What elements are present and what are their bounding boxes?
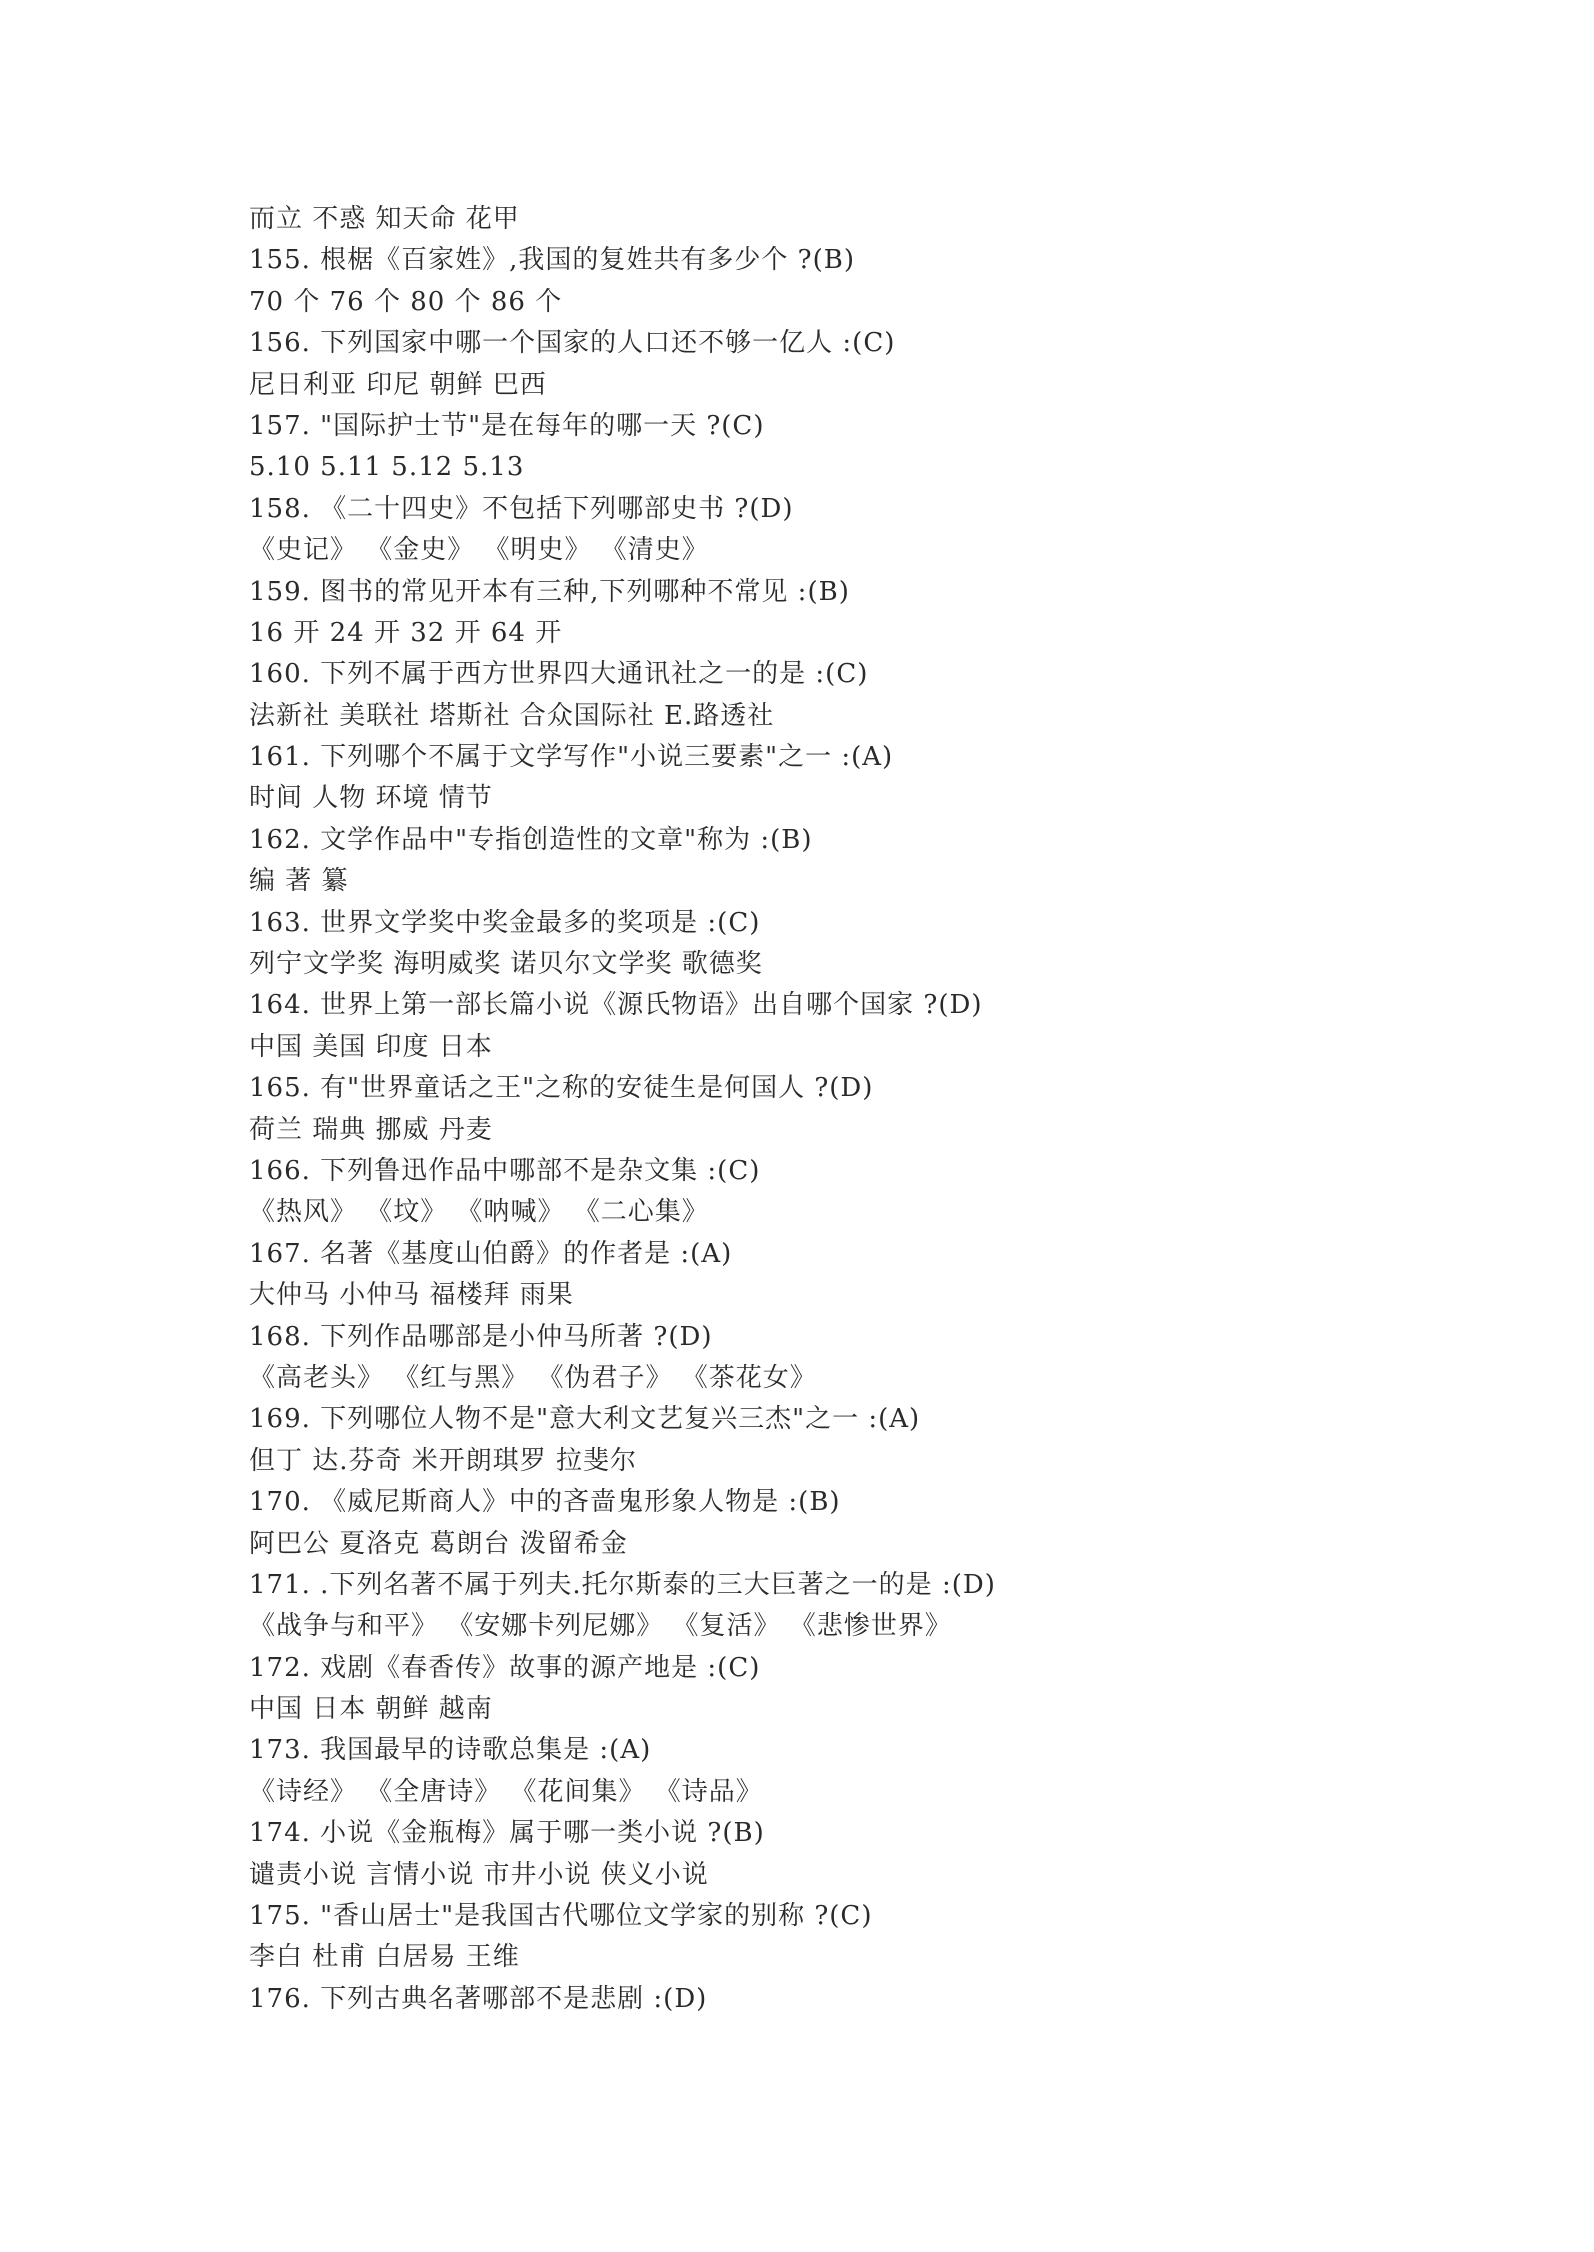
- text-line: 167. 名著《基度山伯爵》的作者是 :(A): [249, 1238, 733, 1269]
- text-line: 70 个 76 个 80 个 86 个: [249, 286, 563, 317]
- text-line: 173. 我国最早的诗歌总集是 :(A): [249, 1735, 652, 1766]
- text-line: 176. 下列古典名著哪部不是悲剧 :(D): [249, 1983, 708, 2014]
- text-line: 谴责小说 言情小说 市井小说 侠义小说: [249, 1859, 709, 1890]
- text-line: 158. 《二十四史》不包括下列哪部史书 ?(D): [249, 493, 794, 524]
- text-line: 171. .下列名著不属于列夫.托尔斯泰的三大巨著之一的是 :(D): [249, 1569, 996, 1600]
- text-line: 156. 下列国家中哪一个国家的人口还不够一亿人 :(C): [249, 328, 896, 359]
- text-line: 列宁文学奖 海明威奖 诺贝尔文学奖 歌德奖: [249, 949, 763, 980]
- text-line: 166. 下列鲁迅作品中哪部不是杂文集 :(C): [249, 1155, 761, 1186]
- text-line: 而立 不惑 知天命 花甲: [249, 204, 520, 234]
- text-line: 李白 杜甫 白居易 王维: [249, 1942, 520, 1973]
- text-line: 中国 日本 朝鲜 越南: [249, 1694, 493, 1725]
- text-line: 《史记》 《金史》 《明史》 《清史》: [249, 535, 709, 566]
- text-line: 时间 人物 环境 情节: [249, 783, 493, 814]
- text-line: 164. 世界上第一部长篇小说《源氏物语》出自哪个国家 ?(D): [249, 990, 983, 1021]
- quiz-text-block: [249, 199, 1449, 2020]
- text-line: 中国 美国 印度 日本: [249, 1031, 493, 1062]
- text-line: 大仲马 小仲马 福楼拜 雨果: [249, 1280, 574, 1311]
- text-line: 174. 小说《金瓶梅》属于哪一类小说 ?(B): [249, 1818, 765, 1849]
- text-line: 159. 图书的常见开本有三种,下列哪种不常见 :(B): [249, 576, 850, 607]
- text-line: 16 开 24 开 32 开 64 开: [249, 617, 563, 648]
- text-line: 157. "国际护士节"是在每年的哪一天 ?(C): [249, 410, 765, 441]
- text-line: 阿巴公 夏洛克 葛朗台 泼留希金: [249, 1528, 628, 1559]
- text-line: 《战争与和平》 《安娜卡列尼娜》 《复活》 《悲惨世界》: [249, 1611, 952, 1642]
- text-line: 《诗经》 《全唐诗》 《花间集》 《诗品》: [249, 1776, 763, 1807]
- text-line: 尼日利亚 印尼 朝鲜 巴西: [249, 369, 547, 400]
- text-line: 155. 根椐《百家姓》,我国的复姓共有多少个 ?(B): [249, 245, 856, 276]
- text-line: 《高老头》 《红与黑》 《伪君子》 《茶花女》: [249, 1362, 817, 1393]
- text-line: 168. 下列作品哪部是小仲马所著 ?(D): [249, 1321, 713, 1352]
- text-line: 162. 文学作品中"专指创造性的文章"称为 :(B): [249, 824, 813, 855]
- text-line: 169. 下列哪位人物不是"意大利文艺复兴三杰"之一 :(A): [249, 1404, 921, 1435]
- text-line: 但丁 达.芬奇 米开朗琪罗 拉斐尔: [249, 1445, 638, 1476]
- text-line: 荷兰 瑞典 挪威 丹麦: [249, 1114, 493, 1145]
- text-line: 法新社 美联社 塔斯社 合众国际社 E.路透社: [249, 700, 775, 731]
- text-line: 170. 《威尼斯商人》中的吝啬鬼形象人物是 :(B): [249, 1487, 841, 1518]
- text-line: 160. 下列不属于西方世界四大通讯社之一的是 :(C): [249, 659, 869, 690]
- text-line: 编 著 纂: [249, 866, 349, 897]
- text-line: 163. 世界文学奖中奖金最多的奖项是 :(C): [249, 907, 761, 938]
- text-line: 172. 戏剧《春香传》故事的源产地是 :(C): [249, 1652, 761, 1683]
- text-line: 161. 下列哪个不属于文学写作"小说三要素"之一 :(A): [249, 742, 894, 773]
- text-line: 165. 有"世界童话之王"之称的安徒生是何国人 ?(D): [249, 1073, 874, 1104]
- text-line: 《热风》 《坟》 《呐喊》 《二心集》: [249, 1197, 709, 1228]
- text-line: 175. "香山居士"是我国古代哪位文学家的别称 ?(C): [249, 1901, 873, 1932]
- text-line: 5.10 5.11 5.12 5.13: [249, 452, 525, 483]
